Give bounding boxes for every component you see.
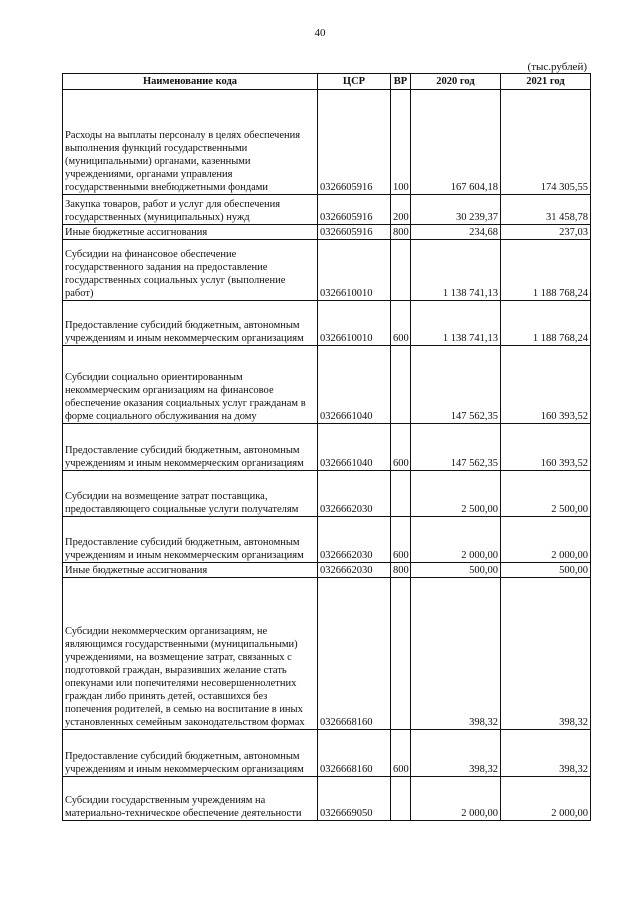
row-name: Субсидии социально ориентированным некоммерческим организациям на финансовое обеспечение оказания социальных услуг гражданам в форме социального обслуживания на дому — [63, 346, 318, 424]
row-2020: 147 562,35 — [411, 346, 501, 424]
table-row — [63, 424, 591, 471]
row-name: Закупка товаров, работ и услуг для обеспечения государственных (муниципальных) нужд — [63, 195, 318, 225]
row-csr: 0326610010 — [318, 301, 391, 346]
row-2021: 398,32 — [501, 730, 591, 777]
budget-table — [62, 73, 591, 821]
row-2020: 1 138 741,13 — [411, 301, 501, 346]
row-2021: 31 458,78 — [501, 195, 591, 225]
table-header-row — [63, 74, 591, 90]
page-number: 40 — [314, 27, 326, 39]
row-name: Иные бюджетные ассигнования — [63, 563, 318, 578]
row-2020: 30 239,37 — [411, 195, 501, 225]
row-vr: 800 — [391, 563, 411, 578]
row-csr: 0326669050 — [318, 777, 391, 821]
row-2020: 2 500,00 — [411, 471, 501, 517]
units-label: (тыс.рублей) — [527, 61, 587, 73]
row-2020: 500,00 — [411, 563, 501, 578]
row-2021: 398,32 — [501, 578, 591, 730]
row-2021: 160 393,52 — [501, 424, 591, 471]
table-row — [63, 563, 591, 578]
row-csr: 0326610010 — [318, 240, 391, 301]
row-vr: 800 — [391, 225, 411, 240]
row-name: Расходы на выплаты персоналу в целях обеспечения выполнения функций государственными (муниципальными) органами, казенными учреждениями, органами управления государственными внебюджетными фондами — [63, 90, 318, 195]
row-vr: 600 — [391, 730, 411, 777]
row-2021: 2 500,00 — [501, 471, 591, 517]
table-row — [63, 346, 591, 424]
row-csr: 0326668160 — [318, 578, 391, 730]
row-name: Субсидии на финансовое обеспечение государственного задания на предоставление государственных социальных услуг (выполнение работ) — [63, 240, 318, 301]
row-csr: 0326668160 — [318, 730, 391, 777]
row-vr — [391, 471, 411, 517]
row-2021: 174 305,55 — [501, 90, 591, 195]
row-csr: 0326662030 — [318, 471, 391, 517]
row-csr: 0326661040 — [318, 424, 391, 471]
row-2020: 2 000,00 — [411, 777, 501, 821]
row-csr: 0326605916 — [318, 195, 391, 225]
row-name: Предоставление субсидий бюджетным, автономным учреждениям и иным некоммерческим организациям — [63, 517, 318, 563]
row-2020: 1 138 741,13 — [411, 240, 501, 301]
row-vr: 600 — [391, 424, 411, 471]
table-row — [63, 225, 591, 240]
table-row — [63, 90, 591, 195]
row-2020: 398,32 — [411, 730, 501, 777]
row-2020: 234,68 — [411, 225, 501, 240]
row-vr: 200 — [391, 195, 411, 225]
row-2020: 167 604,18 — [411, 90, 501, 195]
row-csr: 0326605916 — [318, 225, 391, 240]
row-2020: 147 562,35 — [411, 424, 501, 471]
header-2020: 2020 год — [411, 74, 501, 90]
table-row — [63, 517, 591, 563]
row-2021: 500,00 — [501, 563, 591, 578]
table-row — [63, 578, 591, 730]
row-vr: 100 — [391, 90, 411, 195]
table-row — [63, 301, 591, 346]
row-vr: 600 — [391, 517, 411, 563]
row-name: Субсидии некоммерческим организациям, не являющимся государственными (муниципальными) учреждениями, на возмещение затрат, связанных с подготовкой граждан, выразивших желание стать опекунами или попечителями несовершеннолетних граждан либо принять детей, оставшихся без попечения родителей, в семью на воспитание в иных установленных семейным законодательством формах — [63, 578, 318, 730]
header-name: Наименование кода — [63, 74, 318, 90]
table-row — [63, 777, 591, 821]
row-2021: 2 000,00 — [501, 517, 591, 563]
row-vr — [391, 777, 411, 821]
table-row — [63, 195, 591, 225]
table-row — [63, 240, 591, 301]
row-vr — [391, 240, 411, 301]
row-vr — [391, 578, 411, 730]
row-vr — [391, 346, 411, 424]
row-2020: 2 000,00 — [411, 517, 501, 563]
row-name: Предоставление субсидий бюджетным, автономным учреждениям и иным некоммерческим организациям — [63, 424, 318, 471]
row-name: Предоставление субсидий бюджетным, автономным учреждениям и иным некоммерческим организациям — [63, 730, 318, 777]
row-csr: 0326662030 — [318, 563, 391, 578]
row-2021: 2 000,00 — [501, 777, 591, 821]
table-row — [63, 730, 591, 777]
row-vr: 600 — [391, 301, 411, 346]
row-2021: 237,03 — [501, 225, 591, 240]
row-name: Субсидии на возмещение затрат поставщика, предоставляющего социальные услуги получателям — [63, 471, 318, 517]
header-vr: ВР — [391, 74, 411, 90]
table-row — [63, 471, 591, 517]
row-2020: 398,32 — [411, 578, 501, 730]
row-2021: 1 188 768,24 — [501, 301, 591, 346]
row-2021: 1 188 768,24 — [501, 240, 591, 301]
row-name: Иные бюджетные ассигнования — [63, 225, 318, 240]
row-2021: 160 393,52 — [501, 346, 591, 424]
header-2021: 2021 год — [501, 74, 591, 90]
row-csr: 0326662030 — [318, 517, 391, 563]
row-name: Предоставление субсидий бюджетным, автономным учреждениям и иным некоммерческим организациям — [63, 301, 318, 346]
row-csr: 0326605916 — [318, 90, 391, 195]
header-csr: ЦСР — [318, 74, 391, 90]
row-csr: 0326661040 — [318, 346, 391, 424]
row-name: Субсидии государственным учреждениям на материально-техническое обеспечение деятельности — [63, 777, 318, 821]
